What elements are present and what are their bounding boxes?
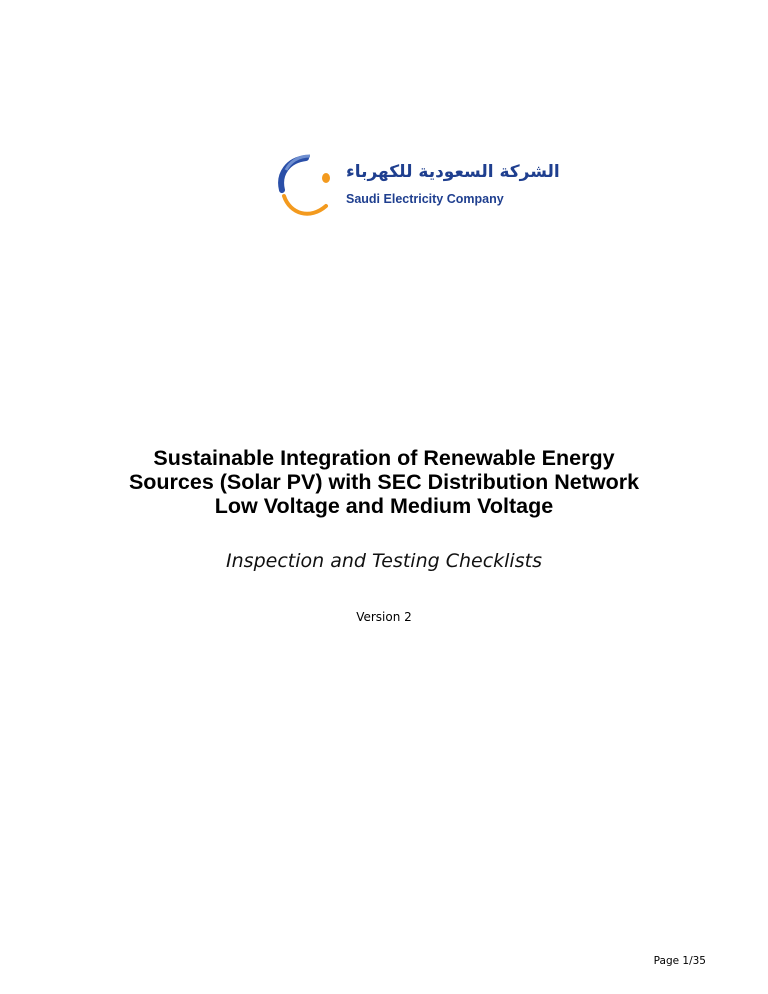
title-line: Low Voltage and Medium Voltage bbox=[214, 494, 554, 518]
sec-logo-mark bbox=[276, 150, 346, 222]
title-line: Sources (Solar PV) with SEC Distribution Network bbox=[128, 470, 640, 494]
page-number: Page 1/35 bbox=[653, 955, 706, 967]
document-subtitle: Inspection and Testing Checklists bbox=[226, 550, 542, 572]
document-version: Version 2 bbox=[356, 610, 412, 624]
logo-english-text: Saudi Electricity Company bbox=[346, 192, 504, 206]
logo-arabic-text: الشركة السعودية للكهرباء bbox=[346, 162, 560, 182]
title-line: Sustainable Integration of Renewable Energy bbox=[153, 446, 615, 470]
document-title bbox=[0, 446, 768, 518]
sec-logo bbox=[276, 150, 560, 222]
